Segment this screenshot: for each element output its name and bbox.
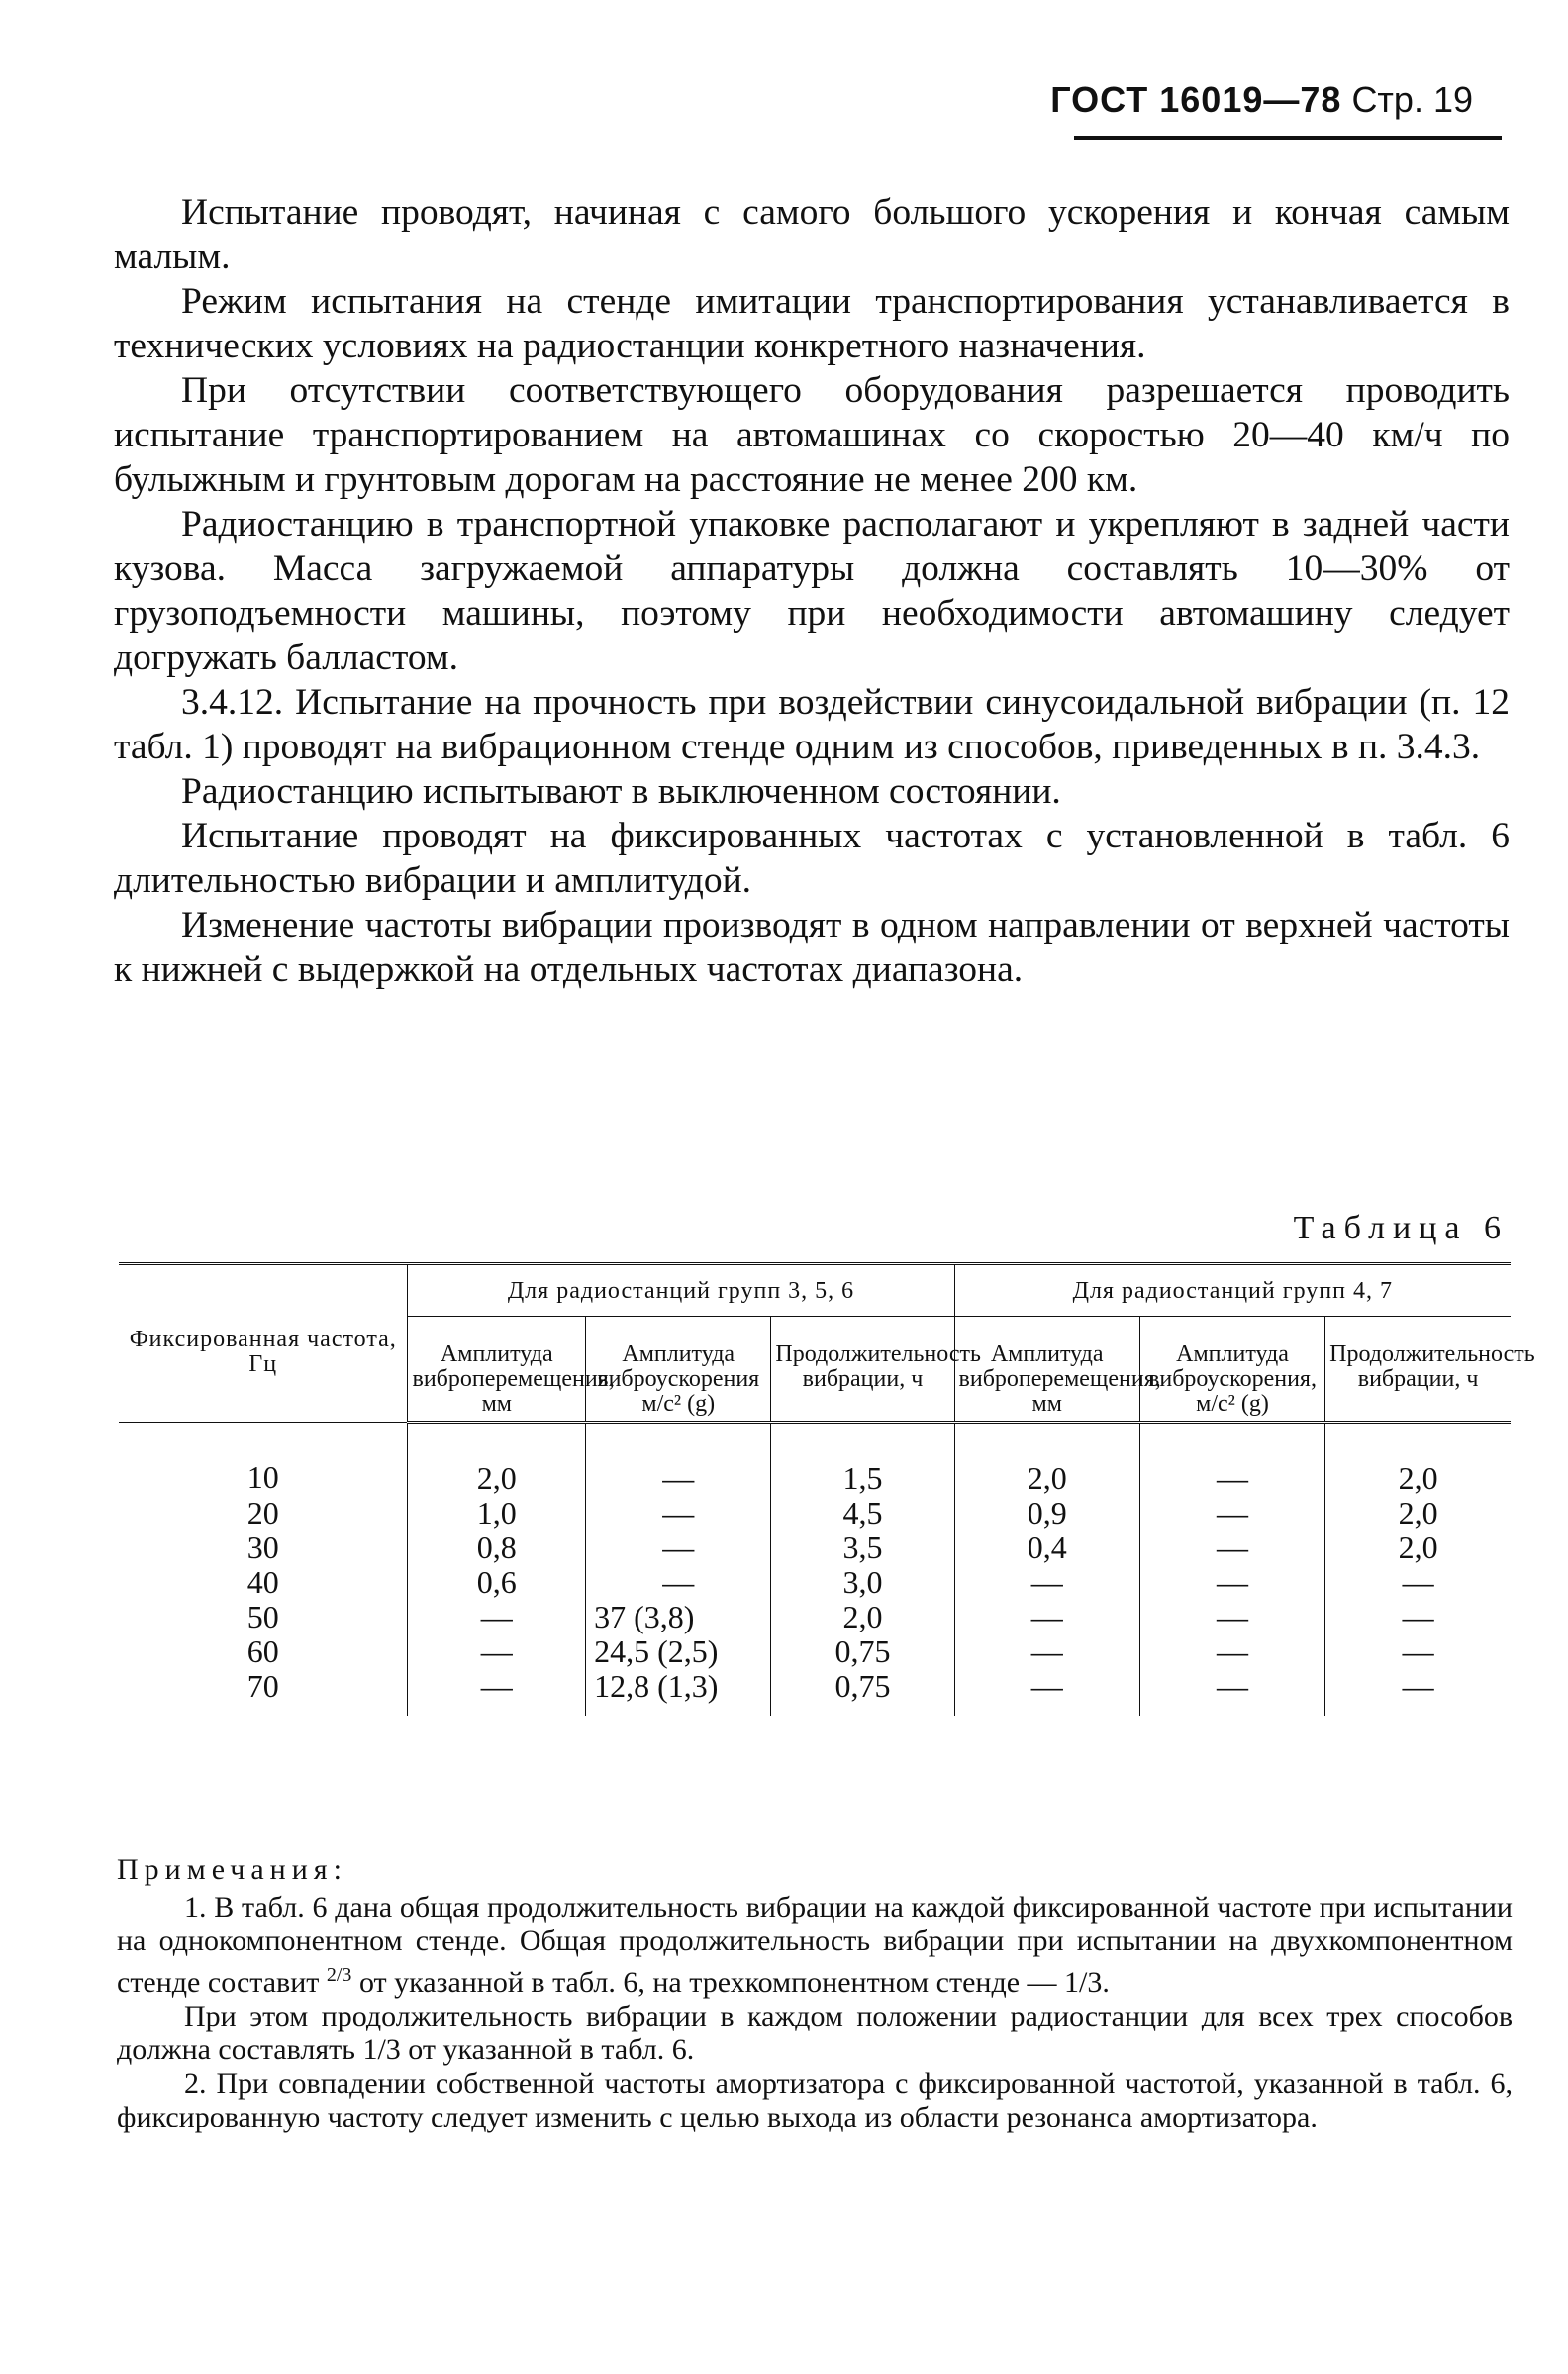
table-cell: — <box>954 1600 1139 1634</box>
table-cell: — <box>408 1634 586 1669</box>
table-cell: 20 <box>246 1495 279 1531</box>
freq-header: Фиксированная частота, Гц <box>119 1264 408 1423</box>
table-cell: — <box>1139 1565 1324 1600</box>
col-amp-acc: Амплитуда виброускорения м/с² (g) <box>586 1317 771 1423</box>
table-row <box>119 1669 1511 1716</box>
table-caption: Таблица 6 <box>1293 1210 1509 1246</box>
note-1: 1. В табл. 6 дана общая продолжительность вибрации на каждой фиксированной частоте при испытании на однокомпонентном стенде. Общая продолжительность вибрации при испытании на двухкомпонентном стенде составит $^{2/3}$ от указанной в табл. 6, на трехкомпонентном стенде — 1/3. <box>117 1891 1513 1999</box>
table-cell: 24,5 (2,5) <box>586 1634 771 1669</box>
table-cell: — <box>1139 1669 1324 1716</box>
table-row <box>119 1565 1511 1600</box>
table-cell: — <box>1139 1496 1324 1531</box>
group2-header: Для радиостанций групп 4, 7 <box>954 1264 1511 1317</box>
body-text <box>114 190 1510 992</box>
table-cell: — <box>1325 1600 1511 1634</box>
table-cell: 2,0 <box>954 1423 1139 1497</box>
table-row <box>119 1600 1511 1634</box>
table-cell: — <box>1139 1423 1324 1497</box>
table-cell: — <box>408 1600 586 1634</box>
col-duration: Продолжительность вибрации, ч <box>1325 1317 1511 1423</box>
table-row <box>119 1423 1511 1497</box>
table-cell: 0,6 <box>408 1565 586 1600</box>
table-cell: 3,5 <box>771 1531 954 1565</box>
table-cell: 0,75 <box>771 1634 954 1669</box>
table-cell: — <box>408 1669 586 1716</box>
standard-code: ГОСТ 16019—78 <box>1050 79 1342 120</box>
table-row <box>119 1634 1511 1669</box>
fraction: 1/3 <box>362 2033 401 2066</box>
table-cell: 30 <box>246 1530 279 1565</box>
table-cell: 0,8 <box>408 1531 586 1565</box>
table-cell: 12,8 (1,3) <box>586 1669 771 1716</box>
page-header <box>1050 79 1473 121</box>
table-cell: — <box>1139 1600 1324 1634</box>
table-cell: 0,4 <box>954 1531 1139 1565</box>
paragraph: Радиостанцию испытывают в выключенном состоянии. <box>181 771 1061 812</box>
notes-title: Примечания: <box>117 1853 347 1886</box>
fraction: 1/3 <box>1064 1966 1103 1999</box>
paragraph: Радиостанцию в транспортной упаковке располагают и укрепляют в задней части кузова. Масса загружаемой аппаратуры должна составлять 10—30% от грузоподъемности машины, поэтому при необходимости автомашину следует догружать балластом. <box>114 504 1510 678</box>
col-amp-disp: Амплитуда виброперемещения, мм <box>954 1317 1139 1423</box>
vibration-table <box>119 1262 1535 1716</box>
paragraph: Испытание проводят, начиная с самого большого ускорения и кончая самым малым. <box>114 192 1510 277</box>
table-cell: 40 <box>246 1564 279 1600</box>
fraction: 2/3 <box>326 1964 352 1986</box>
table-cell: — <box>586 1531 771 1565</box>
col-amp-acc: Амплитуда виброускорения, м/с² (g) <box>1139 1317 1324 1423</box>
group1-header: Для радиостанций групп 3, 5, 6 <box>408 1264 954 1317</box>
paragraph: Изменение частоты вибрации производят в одном направлении от верхней частоты к нижней с выдержкой на отдельных частотах диапазона. <box>114 905 1510 990</box>
table-cell: — <box>954 1565 1139 1600</box>
table-cell: — <box>1325 1565 1511 1600</box>
page-number: Стр. 19 <box>1351 79 1473 120</box>
table-cell: 1,0 <box>408 1496 586 1531</box>
table-cell: 1,5 <box>771 1423 954 1497</box>
table-cell: 60 <box>246 1633 279 1669</box>
table-row <box>119 1496 1511 1531</box>
table-cell: — <box>1325 1634 1511 1669</box>
table-cell: 37 (3,8) <box>586 1600 771 1634</box>
table-cell: 2,0 <box>1325 1423 1511 1497</box>
table-cell: 2,0 <box>1325 1496 1511 1531</box>
paragraph: При отсутствии соответствующего оборудования разрешается проводить испытание транспортированием на автомашинах со скоростью 20—40 км/ч по булыжным и грунтовым дорогам на расстояние не менее 200 км. <box>114 370 1510 500</box>
table-cell: 0,75 <box>771 1669 954 1716</box>
paragraph: Режим испытания на стенде имитации транспортирования устанавливается в технических условиях на радиостанции конкретного назначения. <box>114 281 1510 366</box>
header-rule <box>1074 136 1502 140</box>
table-cell: — <box>954 1669 1139 1716</box>
table-cell: — <box>586 1423 771 1497</box>
table-cell: 10 <box>246 1459 279 1495</box>
col-duration: Продолжительность вибрации, ч <box>771 1317 954 1423</box>
table-cell: 0,9 <box>954 1496 1139 1531</box>
table-row <box>119 1531 1511 1565</box>
notes <box>117 1853 1513 2134</box>
table-cell: 2,0 <box>771 1600 954 1634</box>
table-cell: — <box>1139 1634 1324 1669</box>
note-1-cont: При этом продолжительность вибрации в каждом положении радиостанции для всех трех способов должна составлять 1/3 от указанной в табл. 6. <box>117 2000 1513 2066</box>
table-cell: 50 <box>246 1599 279 1634</box>
table-cell: — <box>586 1496 771 1531</box>
table-cell: — <box>586 1565 771 1600</box>
table-cell: 2,0 <box>1325 1531 1511 1565</box>
paragraph: Испытание проводят на фиксированных частотах с установленной в табл. 6 длительностью вибрации и амплитудой. <box>114 816 1510 901</box>
table-cell: 2,0 <box>408 1423 586 1497</box>
table-cell: — <box>954 1634 1139 1669</box>
col-amp-disp: Амплитуда виброперемещения, мм <box>408 1317 586 1423</box>
table-cell: 70 <box>246 1668 279 1704</box>
table-cell: 4,5 <box>771 1496 954 1531</box>
table-cell: — <box>1325 1669 1511 1716</box>
table-cell: — <box>1139 1531 1324 1565</box>
note-2: 2. При совпадении собственной частоты амортизатора с фиксированной частотой, указанной в табл. 6, фиксированную частоту следует изменить с целью выхода из области резонанса амортизатора. <box>117 2067 1513 2133</box>
paragraph: 3.4.12. Испытание на прочность при воздействии синусоидальной вибрации (п. 12 табл. 1) проводят на вибрационном стенде одним из способов, приведенных в п. 3.4.3. <box>114 682 1510 767</box>
table-cell: 3,0 <box>771 1565 954 1600</box>
